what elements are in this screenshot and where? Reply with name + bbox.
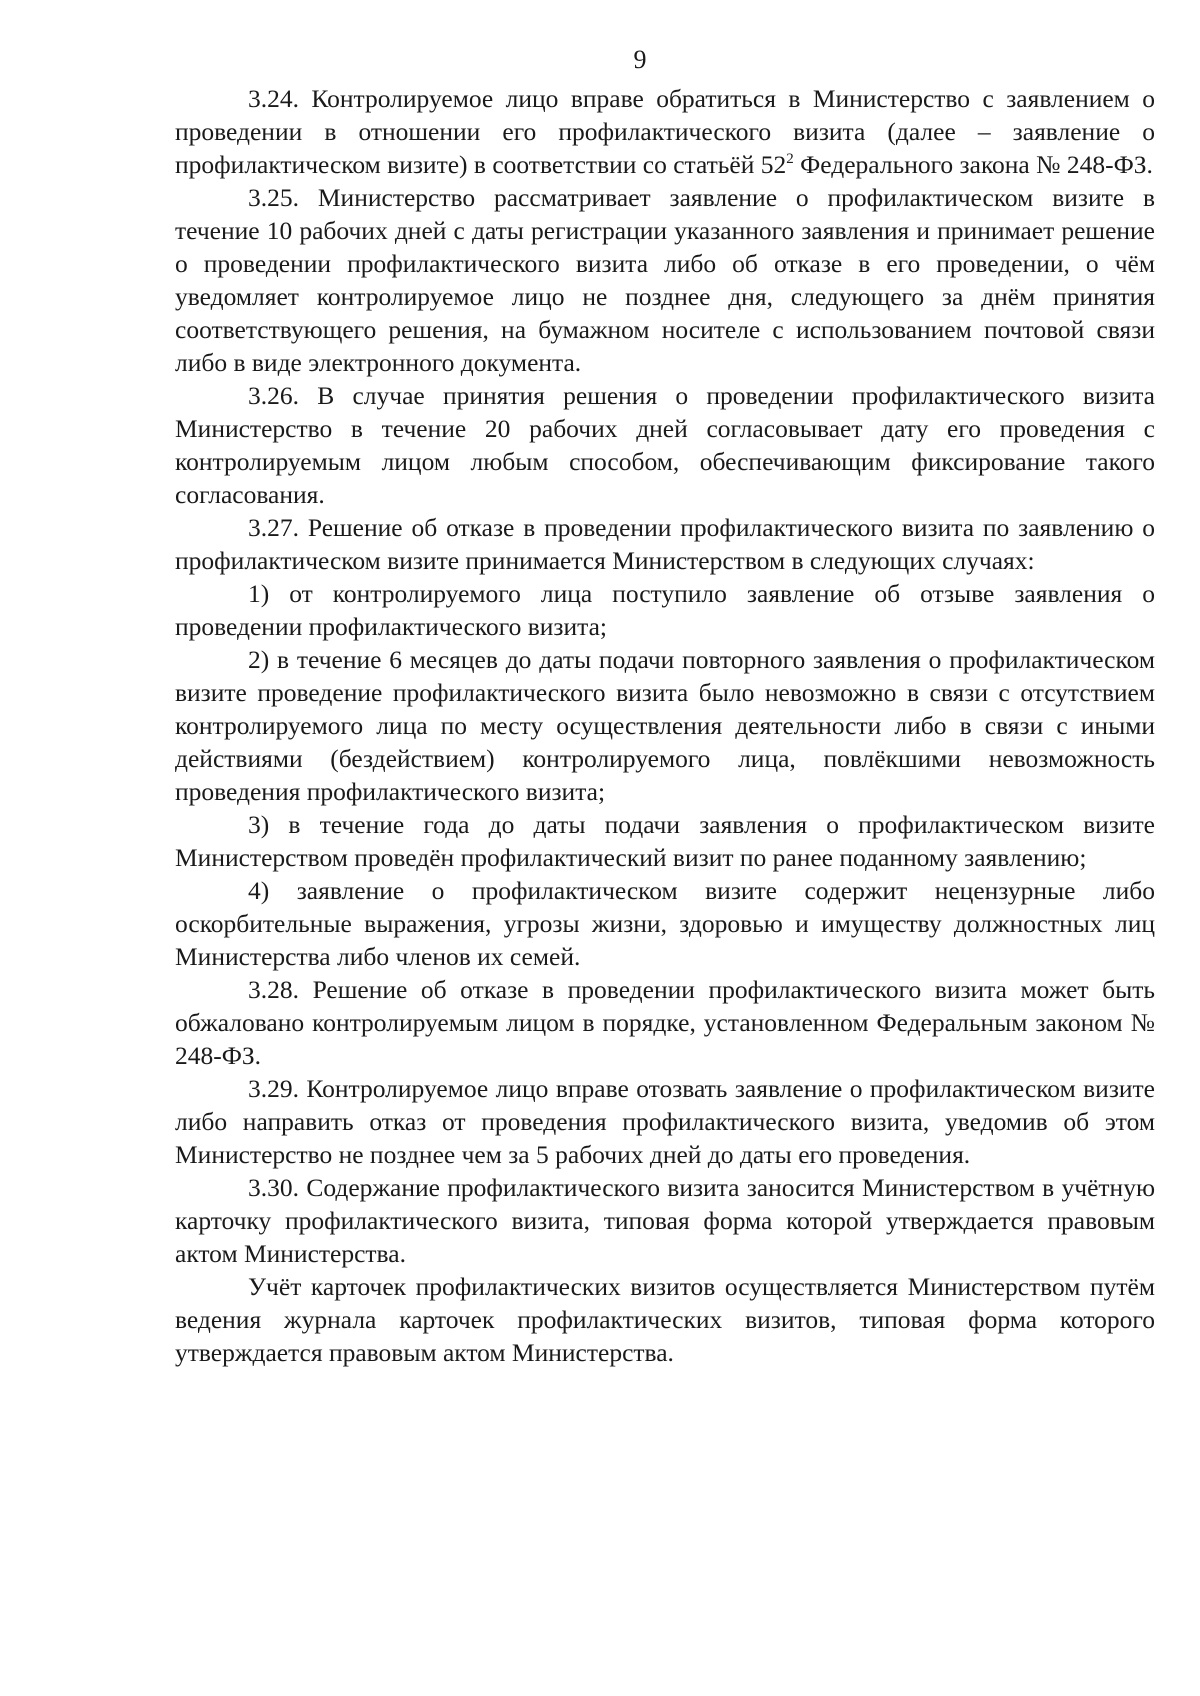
- document-page: [175, 44, 1155, 1369]
- paragraph-text: 3.24. Контролируемое лицо вправе обратиться в Министерство с заявлением о проведении в отношении его профилактического визита (далее – заявление о профилактическом визите) в соответствии со статьёй 52: [175, 84, 1155, 179]
- paragraph-3-24: [175, 82, 1155, 181]
- paragraph-3-26: 3.26. В случае принятия решения о проведении профилактического визита Министерство в течение 20 рабочих дней согласовывает дату его проведения с контролируемым лицом любым способом, обеспечивающим фиксирование такого согласования.: [175, 381, 1155, 509]
- paragraph-3-27: 3.27. Решение об отказе в проведении профилактического визита по заявлению о профилактическом визите принимается Министерством в следующих случаях:: [175, 513, 1155, 575]
- list-item-3: 3) в течение года до даты подачи заявления о профилактическом визите Министерством проведён профилактический визит по ранее поданному заявлению;: [175, 810, 1155, 872]
- list-item-1: 1) от контролируемого лица поступило заявление об отзыве заявления о проведении профилактического визита;: [175, 579, 1155, 641]
- paragraph-3-25: 3.25. Министерство рассматривает заявление о профилактическом визите в течение 10 рабочих дней с даты регистрации указанного заявления и принимает решение о проведении профилактического визита либо об отказе в его проведении, о чём уведомляет контролируемое лицо не позднее дня, следующего за днём принятия соответствующего решения, на бумажном носителе с использованием почтовой связи либо в виде электронного документа.: [175, 183, 1155, 377]
- list-item-4: 4) заявление о профилактическом визите содержит нецензурные либо оскорбительные выражения, угрозы жизни, здоровью и имуществу должностных лиц Министерства либо членов их семей.: [175, 876, 1155, 971]
- paragraph-3-30: 3.30. Содержание профилактического визита заносится Министерством в учётную карточку профилактического визита, типовая форма которой утверждается правовым актом Министерства.: [175, 1173, 1155, 1268]
- paragraph-3-29: 3.29. Контролируемое лицо вправе отозвать заявление о профилактическом визите либо направить отказ от проведения профилактического визита, уведомив об этом Министерство не позднее чем за 5 рабочих дней до даты его проведения.: [175, 1074, 1155, 1169]
- article-superscript: 2: [786, 151, 794, 167]
- page-number: 9: [633, 45, 647, 74]
- paragraph-text-tail: Федерального закона № 248-ФЗ.: [793, 150, 1153, 179]
- list-item-2: 2) в течение 6 месяцев до даты подачи повторного заявления о профилактическом визите проведение профилактического визита было невозможно в связи с отсутствием контролируемого лица по месту осуществления деятельности либо в связи с иными действиями (бездействием) контролируемого лица, повлёкшими невозможность проведения профилактического визита;: [175, 645, 1155, 806]
- paragraph-accounting: Учёт карточек профилактических визитов осуществляется Министерством путём ведения журнала карточек профилактических визитов, типовая форма которого утверждается правовым актом Министерства.: [175, 1272, 1155, 1367]
- paragraph-3-28: 3.28. Решение об отказе в проведении профилактического визита может быть обжаловано контролируемым лицом в порядке, установленном Федеральным законом № 248-ФЗ.: [175, 975, 1155, 1070]
